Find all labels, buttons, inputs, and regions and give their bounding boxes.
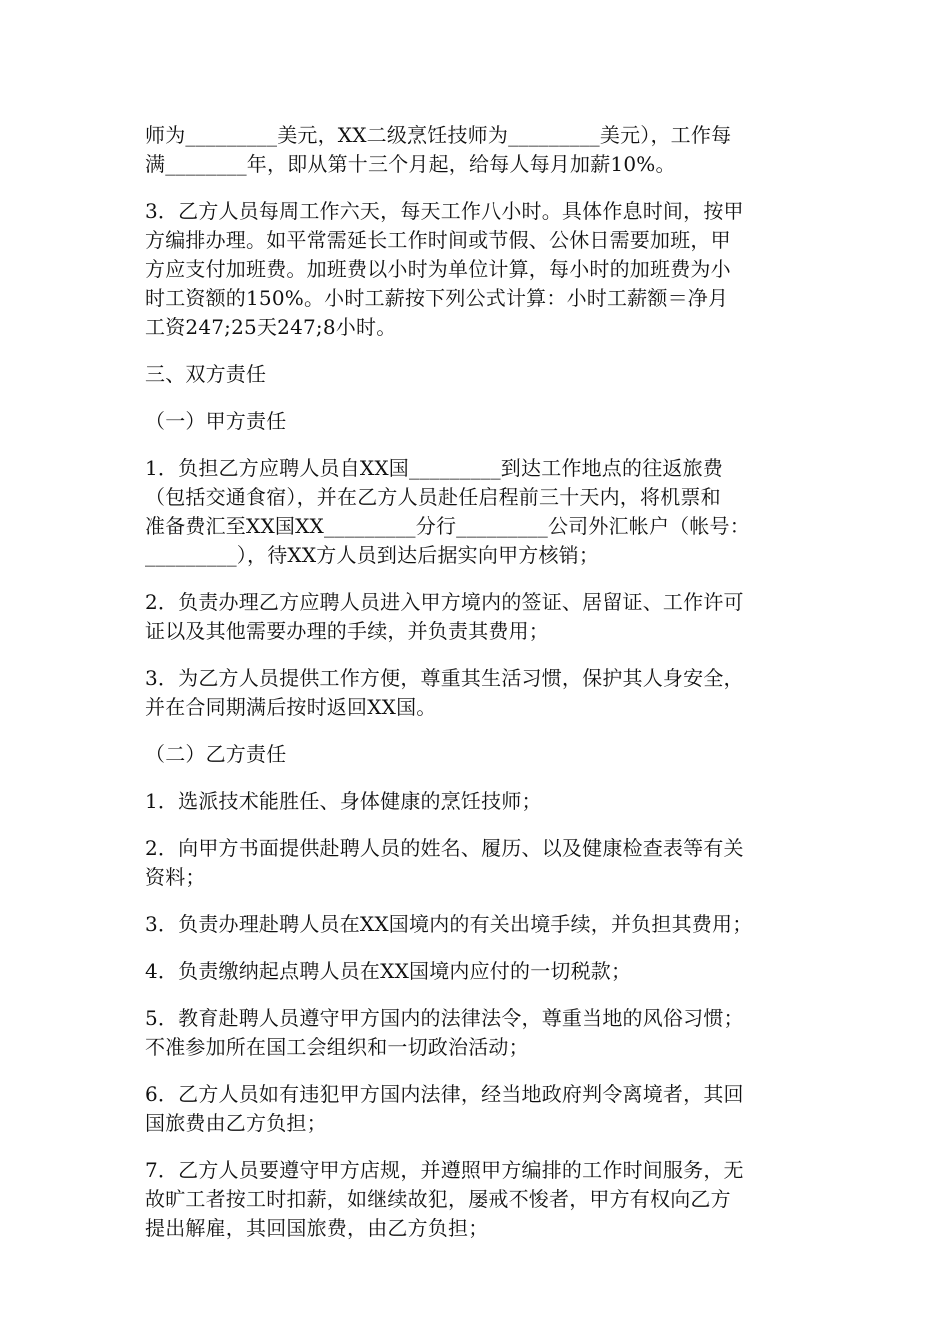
section-heading-mutual-responsibilities: 三、双方责任: [145, 362, 267, 386]
paragraph-party-b-item-6: 6．乙方人员如有违犯甲方国内法律，经当地政府判令离境者，其回 国旅费由乙方负担；: [145, 1082, 744, 1135]
subsection-heading-party-b: （二）乙方责任: [145, 742, 287, 766]
paragraph-party-b-item-5: 5．教育赴聘人员遵守甲方国内的法律法令，尊重当地的风俗习惯； 不准参加所在国工会组织和一切政治活动；: [145, 1006, 744, 1059]
paragraph-working-hours: 3．乙方人员每周工作六天，每天工作八小时。具体作息时间，按甲 方编排办理。如平常需延长工作时间或节假、公休日需要加班，甲 方应支付加班费。加班费以小时为单位计算，每小时的加班费为小 时工资额的150%。小时工薪按下列公式计算：小时工薪额＝净月 工资247;25天247;8小时。: [145, 199, 744, 339]
paragraph-party-a-item-3: 3．为乙方人员提供工作方便，尊重其生活习惯，保护其人身安全， 并在合同期满后按时返回XX国。: [145, 666, 744, 719]
subsection-heading-party-a: （一）甲方责任: [145, 409, 287, 433]
paragraph-party-a-item-2: 2．负责办理乙方应聘人员进入甲方境内的签证、居留证、工作许可 证以及其他需要办理的手续，并负责其费用；: [145, 590, 744, 643]
paragraph-party-b-item-3: 3．负责办理赴聘人员在XX国境内的有关出境手续，并负担其费用；: [145, 912, 753, 936]
paragraph-salary-increase: 师为_________美元，XX二级烹饪技师为_________美元），工作每 满________年，即从第十三个月起，给每人每月加薪10%。: [145, 123, 732, 176]
paragraph-party-b-item-2: 2．向甲方书面提供赴聘人员的姓名、履历、以及健康检查表等有关 资料；: [145, 836, 744, 889]
paragraph-party-a-item-1: 1．负担乙方应聘人员自XX国_________到达工作地点的往返旅费 （包括交通食宿），并在乙方人员赴任启程前三十天内，将机票和 准备费汇至XX国XX_________分行_________公司外汇帐户（帐号： _________），待XX方人员到达后据实向甲方核销；: [145, 456, 750, 567]
paragraph-party-b-item-4: 4．负责缴纳起点聘人员在XX国境内应付的一切税款；: [145, 959, 632, 983]
paragraph-party-b-item-7: 7．乙方人员要遵守甲方店规，并遵照甲方编排的工作时间服务，无 故旷工者按工时扣薪，如继续故犯，屡戒不悛者，甲方有权向乙方 提出解雇，其回国旅费，由乙方负担；: [145, 1158, 744, 1240]
document-body: [145, 121, 815, 1261]
paragraph-party-b-item-1: 1．选派技术能胜任、身体健康的烹饪技师；: [145, 789, 542, 813]
